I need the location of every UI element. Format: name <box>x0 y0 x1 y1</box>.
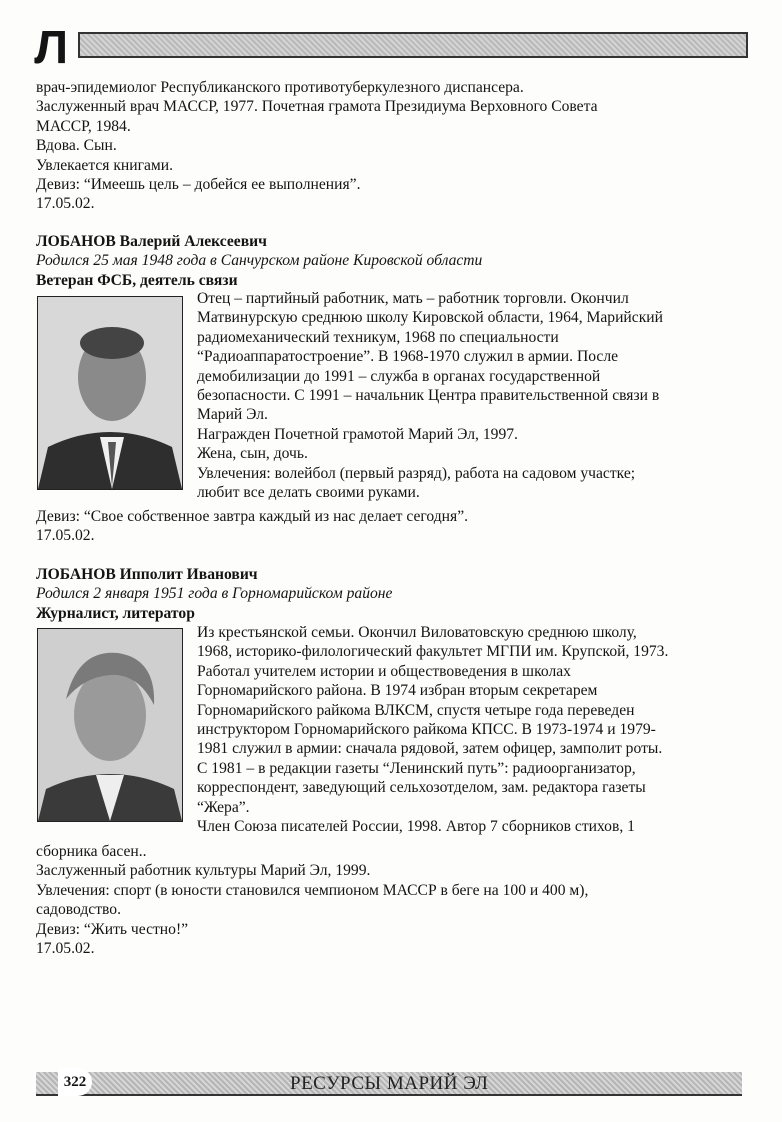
text-line: Жена, сын, дочь. <box>197 445 308 463</box>
header-bar <box>78 32 748 58</box>
text-line: любит все делать своими руками. <box>197 484 420 502</box>
text-line: “Жера”. <box>197 798 250 816</box>
text-line: 1981 служил в армии: сначала рядовой, затем офицер, замполит роты. <box>197 740 663 758</box>
text-line: корреспондент, заведующий сельхозотделом, зам. редактора газеты <box>197 779 646 797</box>
text-line: 1968, историко-филологический факультет МГПИ им. Крупской, 1973. <box>197 643 669 661</box>
text-line: Матвинурскую среднюю школу Кировской области, 1964, Марийский <box>197 309 663 327</box>
text-line: садоводство. <box>36 901 121 919</box>
text-line: Работал учителем истории и обществоведения в школах <box>197 662 571 680</box>
portrait-photo <box>37 628 183 822</box>
text-line: Марий Эл. <box>197 406 268 424</box>
text-line: врач-эпидемиолог Республиканского противотуберкулезного диспансера. <box>36 79 524 96</box>
text-line: С 1981 – в редакции газеты “Ленинский путь”: радиоорганизатор, <box>197 759 636 777</box>
text-line: 17.05.02. <box>36 940 95 958</box>
text-line: “Радиоаппаратостроение”. В 1968-1970 служил в армии. После <box>197 348 619 366</box>
text-line: Награжден Почетной грамотой Марий Эл, 1997. <box>197 425 518 443</box>
entry-biography <box>197 289 663 502</box>
entry-birth: Родился 2 января 1951 года в Горномарийском районе <box>36 585 393 603</box>
text-line: 17.05.02. <box>36 527 95 545</box>
text-line: демобилизации до 1991 – служба в органах государственной <box>197 367 601 385</box>
entry-birth: Родился 25 мая 1948 года в Санчурском районе Кировской области <box>36 252 483 270</box>
entry-name: ЛОБАНОВ Ипполит Иванович <box>36 566 258 583</box>
footer-title: РЕСУРСЫ МАРИЙ ЭЛ <box>290 1073 489 1094</box>
text-line: Заслуженный врач МАССР, 1977. Почетная грамота Президиума Верховного Совета <box>36 98 598 116</box>
entry-motto <box>36 507 468 546</box>
text-line: 17.05.02. <box>36 195 95 213</box>
entry-biography <box>197 623 668 836</box>
text-line: Горномарийского райкома ВЛКСМ, спустя четыре года переведен <box>197 701 635 719</box>
entry-details <box>36 842 588 958</box>
entry-role: Ветеран ФСБ, деятель связи <box>36 271 238 289</box>
text-line: Горномарийского района. В 1974 избран вторым секретарем <box>197 682 598 700</box>
intro-text <box>36 78 598 214</box>
text-line: Из крестьянской семьи. Окончил Виловатовскую среднюю школу, <box>197 624 637 641</box>
text-line: Увлечения: волейбол (первый разряд), работа на садовом участке; <box>197 464 636 482</box>
text-line: Девиз: “Имеешь цель – добейся ее выполнения”. <box>36 176 361 194</box>
entry-role: Журналист, литератор <box>36 604 195 622</box>
text-line: Девиз: “Свое собственное завтра каждый из нас делает сегодня”. <box>36 508 469 525</box>
text-line: безопасности. С 1991 – начальник Центра правительственной связи в <box>197 387 660 405</box>
text-line: Вдова. Сын. <box>36 137 117 155</box>
portrait-photo <box>37 296 183 490</box>
text-line: инструктором Горномарийского райкома КПСС. В 1973-1974 и 1979- <box>197 721 656 739</box>
entry-name: ЛОБАНОВ Валерий Алексеевич <box>36 233 267 250</box>
text-line: Увлекается книгами. <box>36 156 174 174</box>
text-line: Девиз: “Жить честно!” <box>36 920 189 938</box>
section-letter: Л <box>34 21 69 73</box>
entry-header <box>36 232 482 290</box>
text-line: МАССР, 1984. <box>36 117 131 135</box>
text-line: сборника басен.. <box>36 843 147 860</box>
page-number: 322 <box>58 1068 92 1096</box>
text-line: Заслуженный работник культуры Марий Эл, 1999. <box>36 862 371 880</box>
text-line: Увлечения: спорт (в юности становился чемпионом МАССР в беге на 100 и 400 м), <box>36 881 589 899</box>
text-line: Член Союза писателей России, 1998. Автор 7 сборников стихов, 1 <box>197 818 635 836</box>
text-line: радиомеханический техникум, 1968 по специальности <box>197 328 559 346</box>
entry-header <box>36 565 392 623</box>
text-line: Отец – партийный работник, мать – работник торговли. Окончил <box>197 290 629 307</box>
